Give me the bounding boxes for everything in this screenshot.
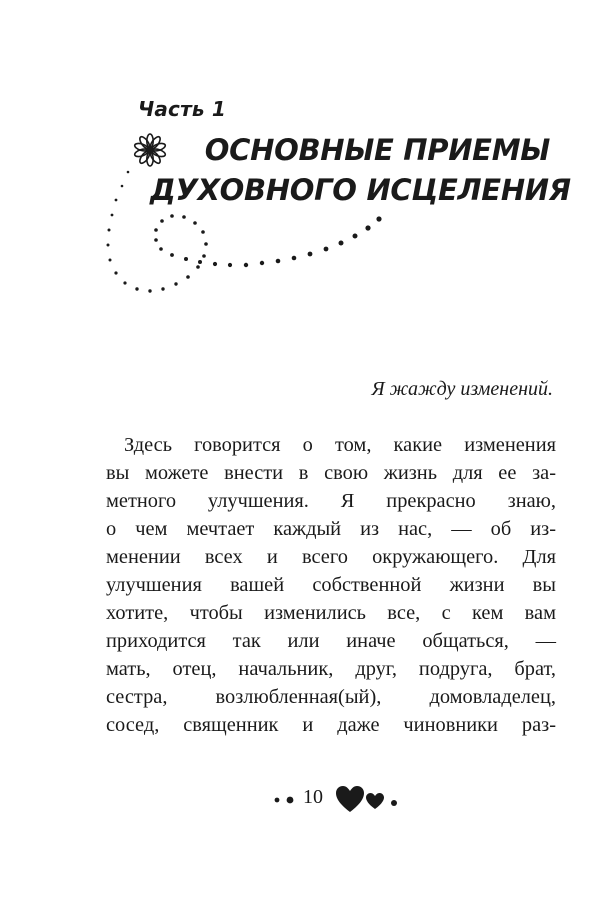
heart-icon-small: [366, 793, 384, 809]
body-paragraph: [106, 431, 556, 739]
part-label: Часть 1: [138, 97, 227, 121]
page-number: 10: [303, 786, 323, 808]
heart-icon: [336, 786, 364, 812]
paragraph-line: менении всех и всего окружающего. Для: [106, 546, 556, 568]
paragraph-line: улучшения вашей собственной жизни вы: [106, 574, 556, 596]
epigraph: Я жажду изменений.: [371, 378, 553, 400]
folio-dots-left: [275, 797, 294, 804]
paragraph-line: метного улучшения. Я прекрасно знаю,: [106, 490, 556, 512]
paragraph-line: вы можете внести в свою жизнь для ее за-: [106, 462, 556, 484]
chapter-title-line-1: ОСНОВНЫЕ ПРИЕМЫ: [204, 133, 550, 167]
paragraph-line: о чем мечтает каждый из нас, — об из-: [106, 518, 556, 540]
folio-dot-right: [391, 800, 397, 806]
paragraph-line: сестра, возлюбленная(ый), домовладелец,: [106, 686, 556, 708]
chapter-title-line-2: ДУХОВНОГО ИСЦЕЛЕНИЯ: [150, 173, 571, 207]
paragraph-line: мать, отец, начальник, друг, подруга, брат,: [106, 658, 556, 680]
chapter-title: [150, 130, 571, 210]
paragraph-line: Здесь говорится о том, какие изменения: [124, 434, 556, 456]
paragraph-line: приходится так или иначе общаться, —: [106, 630, 556, 652]
paragraph-line: сосед, священник и даже чиновники раз-: [106, 714, 556, 736]
paragraph-line: хотите, чтобы изменились все, с кем вам: [106, 602, 556, 624]
